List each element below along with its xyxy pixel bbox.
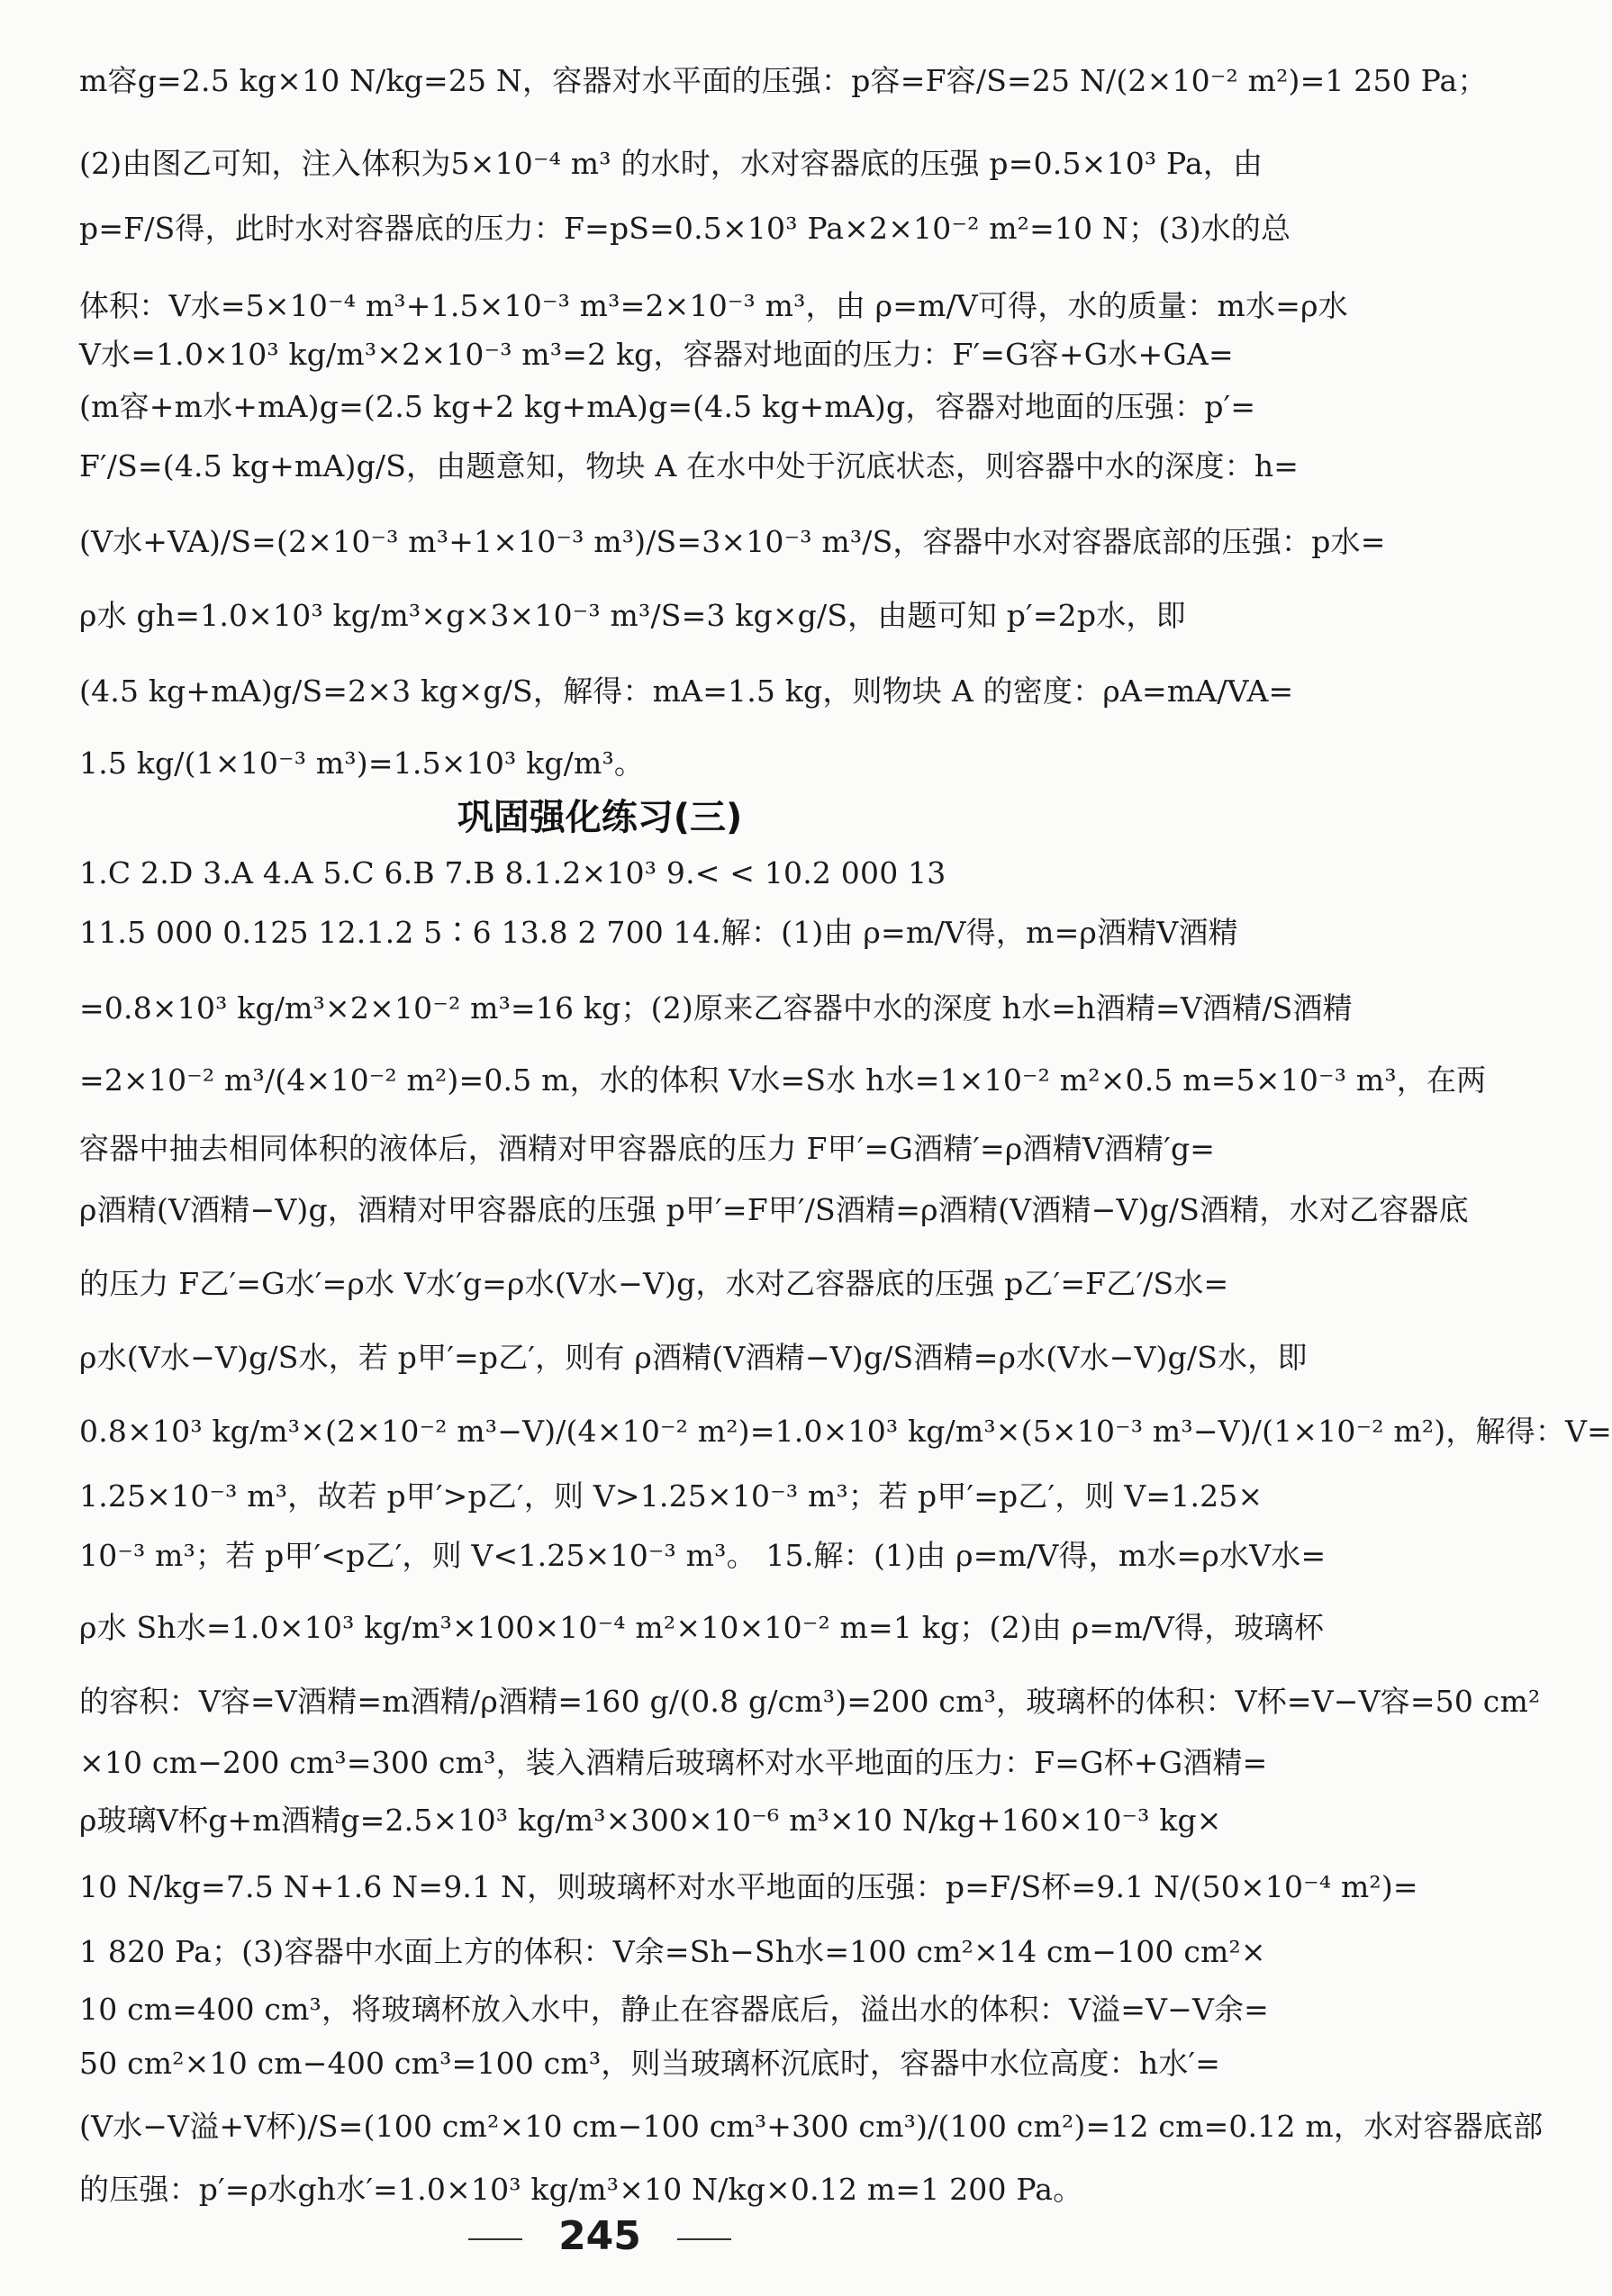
- text-line: 的压力 F乙′=G水′=ρ水 V水′g=ρ水(V水−V)g，水对乙容器底的压强 p乙′=F乙′/S水=: [79, 1266, 1229, 1301]
- text-line: 1.25×10⁻³ m³，故若 p甲′>p乙′，则 V>1.25×10⁻³ m³；若 p甲′=p乙′，则 V=1.25×: [79, 1478, 1263, 1514]
- text-line: 10⁻³ m³；若 p甲′<p乙′，则 V<1.25×10⁻³ m³。 15.解：(1)由 ρ=m/V得，m水=ρ水V水=: [79, 1538, 1327, 1573]
- text-line: (m容+m水+mA)g=(2.5 kg+2 kg+mA)g=(4.5 kg+mA)g，容器对地面的压强：p′=: [79, 389, 1256, 424]
- text-line: p=F/S得，此时水对容器底的压力：F=pS=0.5×10³ Pa×2×10⁻² m²=10 N；(3)水的总: [79, 211, 1291, 246]
- text-line: ρ水 gh=1.0×10³ kg/m³×g×3×10⁻³ m³/S=3 kg×g/S，由题可知 p′=2p水，即: [79, 598, 1186, 633]
- text-line: 1.5 kg/(1×10⁻³ m³)=1.5×10³ kg/m³。: [79, 746, 645, 781]
- text-line: 1 820 Pa；(3)容器中水面上方的体积：V余=Sh−Sh水=100 cm²×14 cm−100 cm²×: [79, 1934, 1266, 1969]
- text-line: (4.5 kg+mA)g/S=2×3 kg×g/S，解得：mA=1.5 kg，则物块 A 的密度：ρA=mA/VA=: [79, 673, 1294, 709]
- text-line: ρ玻璃V杯g+m酒精g=2.5×10³ kg/m³×300×10⁻⁶ m³×10 N/kg+160×10⁻³ kg×: [79, 1803, 1222, 1838]
- text-line: 50 cm²×10 cm−400 cm³=100 cm³，则当玻璃杯沉底时，容器中水位高度：h水′=: [79, 2046, 1221, 2081]
- text-line: V水=1.0×10³ kg/m³×2×10⁻³ m³=2 kg，容器对地面的压力：F′=G容+G水+GA=: [79, 337, 1234, 372]
- text-line: 10 N/kg=7.5 N+1.6 N=9.1 N，则玻璃杯对水平地面的压强：p=F/S杯=9.1 N/(50×10⁻⁴ m²)=: [79, 1869, 1418, 1904]
- text-line: 的容积：V容=V酒精=m酒精/ρ酒精=160 g/(0.8 g/cm³)=200 cm³，玻璃杯的体积：V杯=V−V容=50 cm²: [79, 1684, 1541, 1719]
- text-line: =0.8×10³ kg/m³×2×10⁻² m³=16 kg；(2)原来乙容器中水的深度 h水=h酒精=V酒精/S酒精: [79, 990, 1353, 1026]
- text-line: ρ水 Sh水=1.0×10³ kg/m³×100×10⁻⁴ m²×10×10⁻² m=1 kg；(2)由 ρ=m/V得，玻璃杯: [79, 1610, 1325, 1645]
- text-line: 10 cm=400 cm³，将玻璃杯放入水中，静止在容器底后，溢出水的体积：V溢=V−V余=: [79, 1992, 1270, 2027]
- text-line: 0.8×10³ kg/m³×(2×10⁻² m³−V)/(4×10⁻² m²)=1.0×10³ kg/m³×(5×10⁻³ m³−V)/(1×10⁻² m²)，解得：V=: [79, 1414, 1612, 1449]
- text-line: ρ酒精(V酒精−V)g，酒精对甲容器底的压强 p甲′=F甲′/S酒精=ρ酒精(V酒精−V)g/S酒精，水对乙容器底: [79, 1192, 1469, 1227]
- text-line: (V水−V溢+V杯)/S=(100 cm²×10 cm−100 cm³+300 cm³)/(100 cm²)=12 cm=0.12 m，水对容器底部: [79, 2109, 1544, 2144]
- section-title: 巩固强化练习(三): [457, 797, 743, 838]
- text-line: (V水+VA)/S=(2×10⁻³ m³+1×10⁻³ m³)/S=3×10⁻³ m³/S，容器中水对容器底部的压强：p水=: [79, 524, 1386, 559]
- text-line: ×10 cm−200 cm³=300 cm³，装入酒精后玻璃杯对水平地面的压力：F=G杯+G酒精=: [79, 1745, 1268, 1780]
- page-number: 245: [558, 2213, 641, 2259]
- text-line: 的压强：p′=ρ水gh水′=1.0×10³ kg/m³×10 N/kg×0.12 m=1 200 Pa。: [79, 2172, 1083, 2207]
- answer-line: 11.5 000 0.125 12.1.2 5∶6 13.8 2 700 14.解：(1)由 ρ=m/V得，m=ρ酒精V酒精: [79, 915, 1238, 950]
- text-line: 容器中抽去相同体积的液体后，酒精对甲容器底的压力 F甲′=G酒精′=ρ酒精V酒精′g=: [79, 1131, 1216, 1166]
- text-line: ρ水(V水−V)g/S水，若 p甲′=p乙′，则有 ρ酒精(V酒精−V)g/S酒精=ρ水(V水−V)g/S水，即: [79, 1340, 1308, 1375]
- text-line: =2×10⁻² m³/(4×10⁻² m²)=0.5 m，水的体积 V水=S水 h水=1×10⁻² m²×0.5 m=5×10⁻³ m³，在两: [79, 1062, 1487, 1098]
- page-number-dash-right: [677, 2238, 731, 2240]
- answer-line: 1.C 2.D 3.A 4.A 5.C 6.B 7.B 8.1.2×10³ 9.< < 10.2 000 13: [79, 855, 946, 890]
- text-line: m容g=2.5 kg×10 N/kg=25 N，容器对水平面的压强：p容=F容/S=25 N/(2×10⁻² m²)=1 250 Pa；: [79, 63, 1488, 98]
- text-line: (2)由图乙可知，注入体积为5×10⁻⁴ m³ 的水时，水对容器底的压强 p=0.5×10³ Pa，由: [79, 146, 1263, 181]
- text-line: F′/S=(4.5 kg+mA)g/S，由题意知，物块 A 在水中处于沉底状态，则容器中水的深度：h=: [79, 448, 1300, 484]
- text-line: 体积：V水=5×10⁻⁴ m³+1.5×10⁻³ m³=2×10⁻³ m³，由 ρ=m/V可得，水的质量：m水=ρ水: [79, 288, 1348, 323]
